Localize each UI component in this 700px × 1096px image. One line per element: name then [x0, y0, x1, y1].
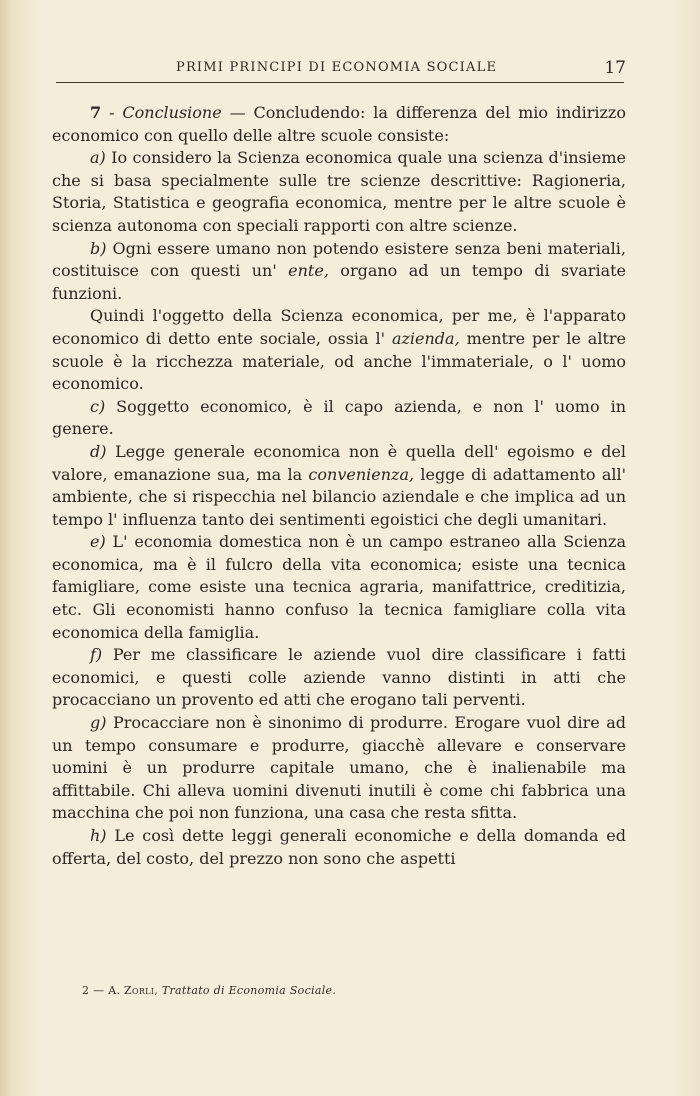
paragraph — [52, 441, 626, 531]
paragraph-text: Legge generale economica non è quella dell' egoismo e del valore, emanazione sua, ma la — [52, 441, 627, 484]
body-text — [52, 102, 626, 870]
paragraph-text: Ogni essere umano non potendo esistere senza beni materiali, costituisce con questi un' — [52, 238, 627, 281]
paragraph-marker: c) — [90, 396, 106, 416]
paragraph-marker: g) — [90, 713, 107, 733]
paragraph-text: Quindi l'oggetto della Scienza economica, per me, è l'apparato economico di detto ente sociale, ossia l' — [52, 306, 626, 348]
paragraph-text: mentre per le altre scuole è la ricchezza materiale, od anche l'immateriale, o l' uomo economico. — [52, 328, 627, 394]
paragraph — [52, 238, 626, 306]
paragraph — [52, 305, 626, 395]
paragraph — [52, 644, 626, 712]
header-rule — [56, 82, 624, 83]
paragraph-text: L' economia domestica non è un campo estraneo alla Scienza economica, ma è il fulcro della vita economica; esiste una tecnica famigliare, come esiste una tecnica agraria, manifattrice, creditizia, etc. Gli economisti hanno confuso la tecnica famigliare colla vita economica della famiglia. — [52, 532, 627, 642]
paragraph — [52, 147, 626, 237]
footnote-author: A. Zorli, — [108, 984, 159, 997]
italic-term: convenienza, — [308, 464, 415, 484]
section-intro — [52, 102, 626, 147]
paragraph-list — [52, 147, 626, 870]
section-title: Conclusione — [122, 103, 222, 122]
paragraph-text: organo ad un tempo di svariate funzioni. — [52, 261, 627, 303]
signature-footnote — [82, 984, 336, 997]
paragraph-marker: e) — [90, 532, 106, 552]
section-dash: — — [229, 103, 246, 122]
section-separator: - — [109, 103, 115, 122]
paragraph-marker: b) — [90, 238, 107, 258]
paragraph-text: Per me classificare le aziende vuol dire classificare i fatti economici, e questi colle aziende vanno distinti in atti che procacciano un provento ed atti che erogano tali perventi. — [52, 645, 626, 710]
running-title: PRIMI PRINCIPI DI ECONOMIA SOCIALE — [176, 60, 498, 75]
paragraph-marker: h) — [90, 826, 107, 845]
page-number: 17 — [604, 58, 626, 78]
paragraph — [52, 825, 626, 870]
paragraph-text: Soggetto economico, è il capo azienda, e non l' uomo in genere. — [52, 396, 626, 439]
signature-mark: 2 — — [82, 984, 105, 997]
italic-term: azienda, — [391, 328, 460, 348]
paragraph-marker: d) — [90, 441, 107, 461]
paragraph-text: Io considero la Scienza economica quale una scienza d'insieme che si basa specialmente sulle tre scienze descrittive: Ragioneria, Storia, Statistica e geografia economica, mentre per le altre scuole è scienza autonoma con speciali rapporti con altre scienze. — [52, 148, 626, 235]
paragraph — [52, 531, 626, 644]
paragraph — [52, 712, 626, 825]
section-number: 7 — [90, 103, 102, 122]
footnote-work: Trattato di Economia Sociale. — [161, 984, 337, 997]
section-intro-text: Concludendo: la differenza del mio indirizzo economico con quello delle altre scuole consiste: — [52, 103, 626, 145]
paragraph-marker: a) — [90, 148, 106, 168]
paragraph-text: Procacciare non è sinonimo di produrre. Erogare vuol dire ad un tempo consumare e produrre, giacchè allevare e conservare uomini è un produrre capitale umano, che è inalienabile ma affittabile. Chi alleva uomini divenuti inutili è come chi fabbrica una macchina che poi non funziona, una casa che resta sfitta. — [52, 713, 626, 823]
paragraph — [52, 396, 626, 441]
paragraph-text: legge di adattamento all' ambiente, che si rispecchia nel bilancio aziendale e che implica ad un tempo l' influenza tanto dei sentimenti egoistici che degli umanitari. — [52, 464, 626, 529]
italic-term: ente, — [288, 261, 329, 281]
paragraph-text: Le così dette leggi generali economiche e della domanda ed offerta, del costo, del prezzo non sono che aspetti — [52, 826, 626, 868]
paragraph-marker: f) — [90, 645, 103, 665]
